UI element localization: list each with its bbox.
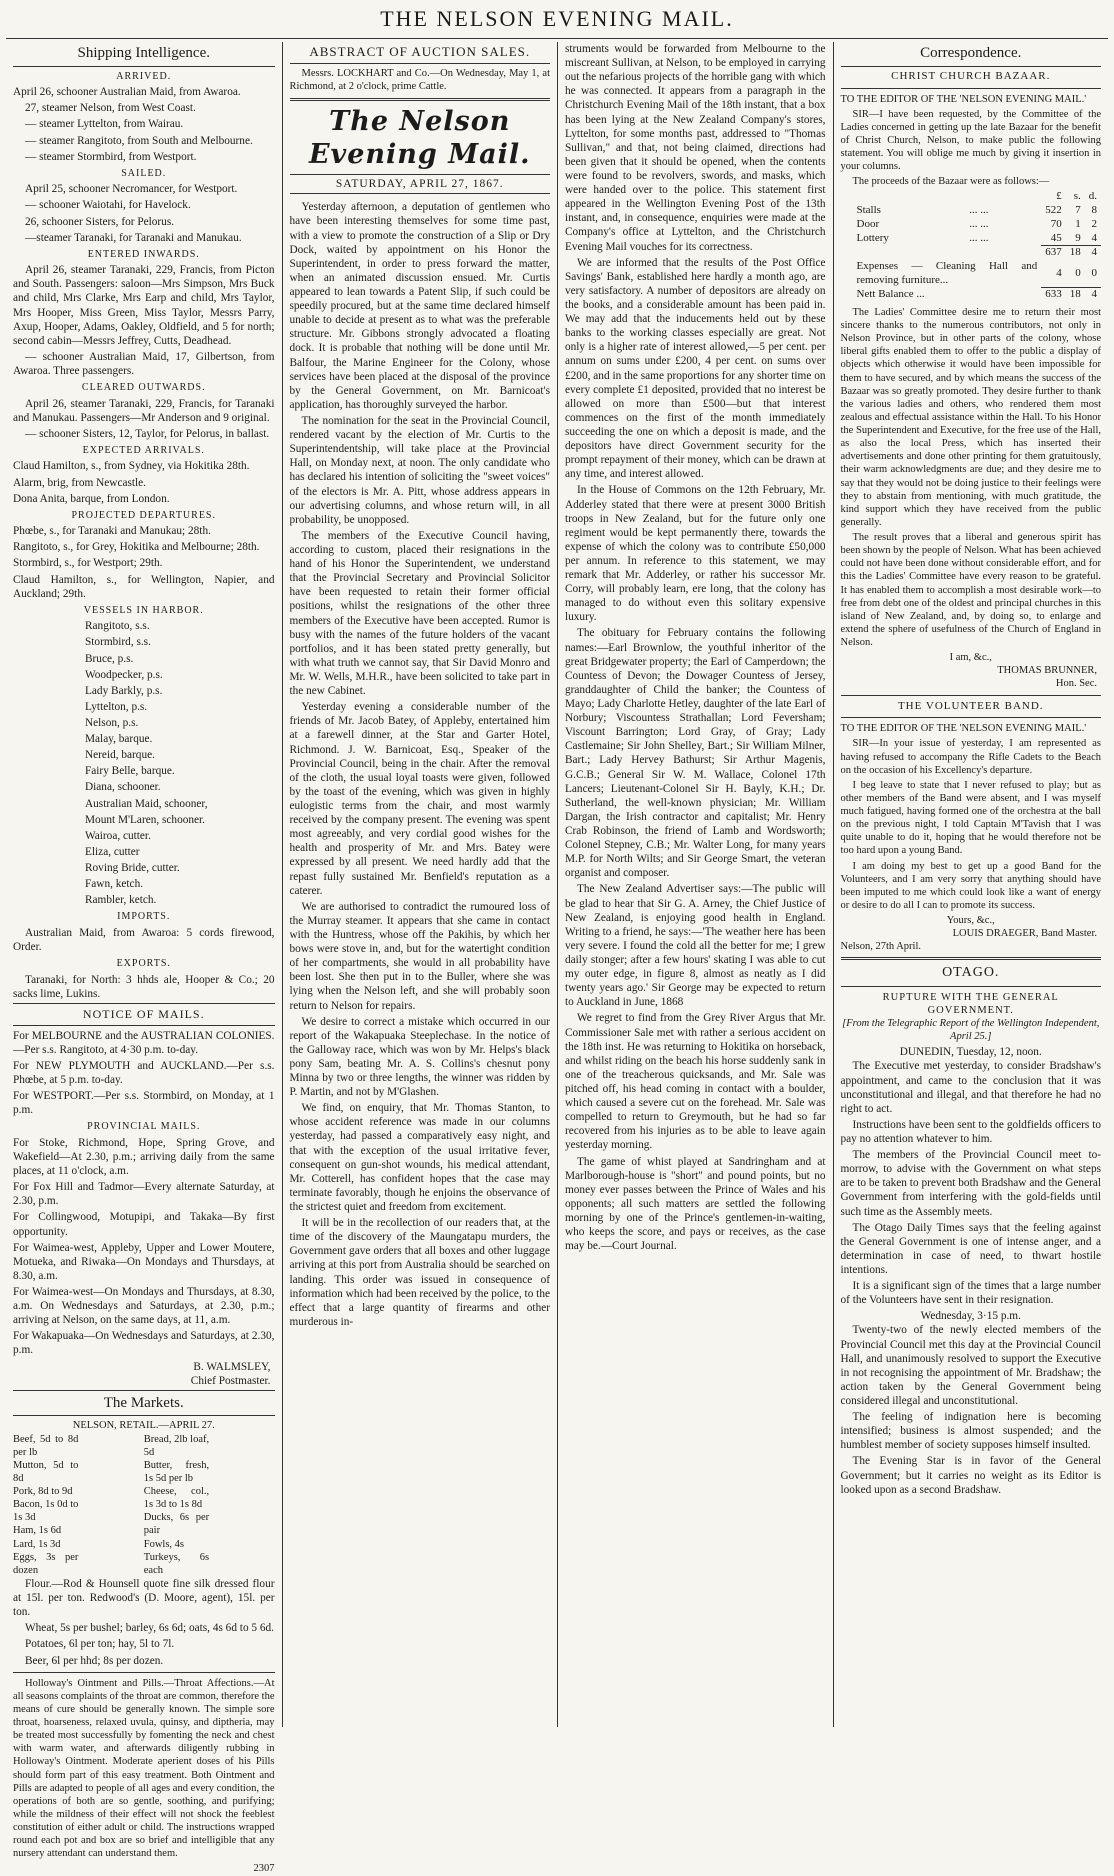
article-paragraph: struments would be forwarded from Melbourne to the miscreant Sullivan, at Nelson, to be employed in carrying out the nefarious projects of the horrible gang with which he was connected. It appears from a paragraph in the Christchurch Evening Mail of the 18th instant, that a box has been lying at the New Zealand Company's stores, Lyttelton, for some months past, addressed to "Thomas Sullivan," and that, not being claimed, directions had been given that it should be opened, when the contents were found to be revolvers, swords, and masks, which were handed over to the police. This statement first appeared in the Wellington Evening Post of the 13th instant, and, in consequence, enquiries were made at the Company's office at Lyttelton, and the Christchurch Evening Mail vouches for its correctness. <box>565 43 826 253</box>
markets-title: The Markets. <box>13 1390 275 1417</box>
letter-closing: Yours, &c., <box>946 915 995 926</box>
entered-item: — schooner Australian Maid, 17, Gilbertson, from Awaroa. Three passengers. <box>13 350 275 377</box>
band-heading: THE VOLUNTEER BAND. <box>897 699 1044 712</box>
price-item: Cheese, col., 1s 3d to 1s 8d <box>143 1486 210 1511</box>
mail-item: For NEW PLYMOUTH and AUCKLAND.—Per s.s. Phœbe, at 5 p.m. to-day. <box>13 1059 275 1087</box>
price-item: Bread, 2lb loaf, 5d <box>143 1433 210 1458</box>
sailed-item: April 25, schooner Necromancer, for Westport. <box>25 183 238 196</box>
market-note: Beer, 6l per hhd; 8s per dozen. <box>25 1654 164 1667</box>
letter-closing: I am, &c., <box>949 652 992 664</box>
advert-number: 2307 <box>253 1863 275 1875</box>
expected-item: Dona Anita, barque, from London. <box>13 492 170 505</box>
provincial-item: For Stoke, Richmond, Hope, Spring Grove, and Wakefield—At 2.30, p.m.; arriving daily from the same places, at 11 o'clock, a.m. <box>13 1136 275 1178</box>
bazaar-heading: CHRIST CHURCH BAZAAR. <box>891 69 1051 82</box>
column-2 <box>282 42 558 1727</box>
expected-heading: EXPECTED ARRIVALS. <box>82 444 205 456</box>
vessel-item: Nereid, barque. <box>85 749 155 762</box>
masthead: THE NELSON EVENING MAIL. <box>6 0 1108 39</box>
vessel-item: Woodpecker, p.s. <box>85 668 163 681</box>
mail-item: For MELBOURNE and the AUSTRALIAN COLONIES. —Per s.s. Rangitoto, at 4·30 p.m. to-day. <box>13 1029 275 1056</box>
projected-item: Phœbe, s., for Taranaki and Manukau; 28th. <box>13 525 211 538</box>
letter-paragraph: The Ladies' Committee desire me to return their most sincere thanks to the numerous contributors, not only in Nelson Province, but in other parts of the colony, whose liberal gifts enabled them to offer to the public a display of objects which otherwise it would have been impossible for them to have secured, and by which means the success of the Bazaar was so greatly promoted. They desire further to thank the various ladies and others, who rendered them most zealous and effectual assistance within the Hall. To his Honor the Superintendent and Executive, for the free use of the Hall, as also the local Press, which has inserted their advertisements and done other printing for them gratuitously, their warm acknowledgments are due; and they desire me to say that they would not be doing justice to their feelings were they to abstain from mentioning, with much gratitude, the kind support which they have received from the public generally. <box>840 306 1101 528</box>
price-item: Eggs, 3s per dozen <box>13 1551 79 1576</box>
provincial-item: For Collingwood, Motupipi, and Takaka—By first opportunity. <box>13 1211 275 1238</box>
provincial-item: For Waimea-west, Appleby, Upper and Lower Moutere, Motueka, and Riwaka—On Mondays and Thursdays, at 8.30, a.m. <box>13 1241 275 1282</box>
sailed-item: —steamer Taranaki, for Taranaki and Manukau. <box>25 231 242 244</box>
otago-paragraph: The members of the Provincial Council meet to-morrow, to advise with the Government on what steps are to be taken to prevent both Bradshaw and the General Government from interfering with the gold-fields until such time as the Assembly meets. <box>840 1149 1101 1218</box>
acct-row: Door ... ... 70 1 2 <box>856 217 1097 230</box>
vessel-item: Diana, schooner. <box>85 781 161 794</box>
arrived-item: — steamer Rangitoto, from South and Melbourne. <box>25 134 253 147</box>
projected-heading: PROJECTED DEPARTURES. <box>71 509 216 521</box>
letter-signature-title: Hon. Sec. <box>1055 678 1097 690</box>
otago-subtitle: RUPTURE WITH THE GENERAL GOVERNMENT. <box>882 991 1059 1016</box>
letter-signature: LOUIS DRAEGER, Band Master. <box>952 928 1097 940</box>
vessel-item: Eliza, cutter <box>85 845 140 858</box>
acct-header: £ <box>1056 190 1062 203</box>
otago-paragraph: The Evening Star is in favor of the General Government; but it carries no weight as its Editor is looked upon as a second Bradshaw. <box>840 1455 1101 1496</box>
expected-item: Claud Hamilton, s., from Sydney, via Hokitika 28th. <box>13 460 250 473</box>
article-paragraph: Yesterday evening a considerable number of the friends of Mr. Jacob Batey, of Appleby, entertained him at a farewell dinner, at the Star and Garter Hotel, Richmond. J. W. Barnicoat, Esq., Speaker of the Provincial Council, being in the chair. After the removal of the cloth, the usual loyal toasts were given, followed by the toast of the evening, which was given in highly eulogistic terms from the chair, and most warmly received by the company present. The evening was spent most agreeably, and very cordial good wishes for the health and prosperity of Mr. and Mrs. Batey were expressed by all present. We need hardly add that the repast fully sustained Mr. Benfield's reputation as a caterer. <box>289 701 550 897</box>
projected-item: Rangitoto, s., for Grey, Hokitika and Melbourne; 28th. <box>13 541 260 554</box>
cleared-heading: CLEARED OUTWARDS. <box>81 382 206 394</box>
letter-salutation: TO THE EDITOR OF THE 'NELSON EVENING MAIL.' <box>840 93 1087 105</box>
arrived-heading: ARRIVED. <box>116 70 172 82</box>
cleared-item: April 26, steamer Taranaki, 229, Francis, for Taranaki and Manukau. Passengers—Mr Anderson and 9 original. <box>13 397 275 424</box>
article-paragraph: We find, on enquiry, that Mr. Thomas Stanton, to whose accident reference was made in our columns yesterday, had passed a comparatively easy night, and that with the exception of the usual irritative fever, consequent on gun-shot wounds, his medical attendant, Mr. Cotterell, has confident hopes that the case may terminate favorably, though he enjoins the observance of the strictest quiet and freedom from excitement. <box>289 1102 550 1214</box>
market-note: Flour.—Rod & Hounsell quote fine silk dressed flour at 15l. per ton. Redwood's (D. Moore, agent), 15l. per ton. <box>13 1577 275 1619</box>
price-item: Bacon, 1s 0d to 1s 3d <box>13 1499 79 1524</box>
divider <box>841 986 1102 987</box>
sailed-item: 26, schooner Sisters, for Pelorus. <box>25 215 175 228</box>
column-3 <box>557 42 833 1727</box>
projected-item: Stormbird, s., for Westport; 29th. <box>13 557 163 570</box>
divider <box>841 695 1102 696</box>
vessel-item: Lady Barkly, p.s. <box>85 684 163 697</box>
vessel-item: Wairoa, cutter. <box>85 829 151 842</box>
imports-heading: IMPORTS. <box>117 911 171 923</box>
article-paragraph: We regret to find from the Grey River Argus that Mr. Commissioner Sale met with rather a serious accident on the 18th inst. He was returning to Hokitika on horseback, and whilst riding on the beach his horse suddenly sank in one of the treacherous quicksands, and Mr. Sale was pitched off, his head coming in contact with a boulder, which caused a severe cut on the forehead. Mr. Sale was compelled to return to Greymouth, but he had so far recovered from his injuries as to be able to leave again yesterday morning. <box>565 1012 826 1152</box>
otago-paragraph: The Otago Daily Times says that the feeling against the General Government is one of intense anger, and a determination in case of need, to thwart hostile intentions. <box>840 1221 1101 1277</box>
auction-title: ABSTRACT OF AUCTION SALES. <box>290 44 551 64</box>
divider <box>13 1672 275 1673</box>
price-item: Turkeys, 6s each <box>143 1551 210 1576</box>
price-item: Ducks, 6s per pair <box>143 1512 210 1537</box>
vessel-item: Stormbird, s.s. <box>85 636 151 649</box>
provincial-item: For Wakapuaka—On Wednesdays and Saturdays, at 2.30, p.m. <box>13 1330 275 1357</box>
vessel-item: Malay, barque. <box>85 733 153 746</box>
vessel-item: Australian Maid, schooner, <box>85 797 208 810</box>
provincial-heading: PROVINCIAL MAILS. <box>87 1121 201 1133</box>
projected-item: Claud Hamilton, s., for Wellington, Napier, and Auckland; 29th. <box>13 573 275 600</box>
holloway-advert: Holloway's Ointment and Pills.—Throat Affections.—At all seasons complaints of the throat are common, therefore the means of cure should be generally known. The simple sore throat, hoarseness, relaxed uvula, quinsy, and diptheria, may be treated most successfully by fomenting the neck and chest with warm water, and afterwards diligently rubbing in Holloway's Ointment. Moderate aperient doses of his Pills should form part of this easy treatment. Both Ointment and Pills are adapted to people of all ages and every condition, the operations of both are so gentle, soothing, and purifying; while the mildness of their effect will not shock the feeblest constitution of either adult or child. The instructions wrapped round each pot and box are so brief and intelligible that any nursery attendant can understand them. <box>13 1677 275 1860</box>
sailed-heading: SAILED. <box>121 167 167 179</box>
correspondence-title: Correspondence. <box>841 44 1102 67</box>
letter-paragraph: The result proves that a liberal and generous spirit has been shown by the people of Nelson. What has been achieved could not have been done without considerable effort, and for this the Ladies' Committee have every reason to be grateful. It has enabled them to accomplish a most desirable work—to free from debt one of the oldest and principal churches in this island of New Zealand, and, by doing so, to enlarge and extend the sphere of usefulness of the Church of England in Nelson. <box>840 532 1101 648</box>
expected-item: Alarm, brig, from Newcastle. <box>13 476 147 489</box>
letter-paragraph: The proceeds of the Bazaar were as follows:— <box>852 176 1050 188</box>
issue-date: SATURDAY, APRIL 27, 1867. <box>290 174 551 194</box>
price-item: Mutton, 5d to 8d <box>13 1459 79 1484</box>
letter-paragraph: I am doing my best to get up a good Band for the Volunteers, and I am very sorry that anything should have been imputed to me which could look like a want of energy or desire to do all I can to promote its success. <box>840 860 1101 911</box>
vessel-item: Rambler, ketch. <box>85 894 157 907</box>
column-4 <box>833 42 1109 1727</box>
article-paragraph: The members of the Executive Council having, according to custom, placed their resignations in the hand of his Honor the Superintendent, we understand that the Provincial Secretary and Provincial Solicitor have been requested to retain their former official positions, whilst the resignations of the other three members of the Executive have been accepted. Rumor is busy with the names of the future holders of the vacant portfolios, and it has been stated pretty generally, but with what truth we cannot say, that Sir David Monro and Mr. W. Wells, M.H.R., have been solicited to take part in the new Cabinet. <box>289 529 550 698</box>
divider <box>841 957 1102 960</box>
acct-row: Stalls ... ... 522 7 8 <box>856 204 1097 217</box>
mails-title: NOTICE OF MAILS. <box>13 1003 275 1026</box>
otago-paragraph: It is a significant sign of the times that a large number of the Volunteers have sent in their resignation. <box>840 1280 1101 1307</box>
otago-dateline: Wednesday, 3·15 p.m. <box>920 1310 1021 1323</box>
columns <box>6 42 1108 1875</box>
bazaar-accounts <box>853 190 1102 302</box>
article-paragraph: We are authorised to contradict the rumoured loss of the Murray steamer. It appears that she came in contact with the Huntress, whose off the Pakihis, by which her bows were stove in, and, but for the watertight condition of her compartments, she would in all probability have been lost. She then put in to the Buller, where she was lying when the Nelson left, and she will probably soon return to Nelson for repairs. <box>289 900 550 1012</box>
otago-source: [From the Telegraphic Report of the Wellington Independent, April 25.] <box>842 1018 1100 1043</box>
mails-signature: B. WALMSLEY, <box>193 1360 271 1373</box>
acct-nett: Nett Balance ... 633 18 4 <box>853 288 1102 302</box>
arrived-item: — steamer Lyttelton, from Wairau. <box>25 118 184 131</box>
arrived-item: April 26, schooner Australian Maid, from Awaroa. <box>13 86 241 99</box>
mails-signature-title: Chief Postmaster. <box>190 1374 271 1387</box>
otago-paragraph: The feeling of indignation here is becoming intensified; business is almost suspended; and the humblest member of society supposes himself insulted. <box>840 1411 1101 1452</box>
exports-text: Taranaki, for North: 3 hhds ale, Hooper & Co.; 20 sacks lime, Lukins. <box>13 973 275 1000</box>
market-note: Potatoes, 6l per ton; hay, 5l to 7l. <box>25 1638 175 1651</box>
cleared-item: — schooner Sisters, 12, Taylor, for Pelorus, in ballast. <box>25 427 270 440</box>
letter-date: Nelson, 27th April. <box>840 941 921 953</box>
market-note: Wheat, 5s per bushel; barley, 6s 6d; oats, 4s 6d to 5 6d. <box>25 1622 275 1635</box>
shipping-title: Shipping Intelligence. <box>13 44 275 67</box>
price-item: Pork, 8d to 9d <box>13 1486 73 1498</box>
article-paragraph: It will be in the recollection of our readers that, at the time of the discovery of the Maungatapu murders, the Government gave orders that all boxes and other luggage arriving at this port from Australia should be searched on landing. This order was issued in consequence of information which had been received by the police, to the effect that a large quantity of firearms and other murderous in- <box>289 1217 550 1328</box>
price-item: Lard, 1s 3d <box>13 1538 61 1550</box>
acct-total: 637 18 4 <box>853 246 1102 260</box>
price-item: Fowls, 4s <box>143 1538 185 1550</box>
vessel-item: Rangitoto, s.s. <box>85 620 150 633</box>
vessel-item: Fawn, ketch. <box>85 878 144 891</box>
article-paragraph: The obituary for February contains the following names:—Earl Brownlow, the youthful inheritor of the great Bridgewater property; the Earl of Camperdown; the Countess of Devon; the Dowager Countess of Jersey, granddaughter of Child the banker; the Countess of Mayo; Lady Charlotte Hetley, daughter of the late Earl of Norbury; Viscountess Strathallan; Lord Feversham; Viscount Barrington; Lord Gray, of Gray; Lady Castlemaine; Sir John Shelley, Bart.; Sir William Milner, Bart.; Lady Hervey Bathurst; Sir Arthur Magenis, G.C.B.; General Sir W. M. Wallace, Colonel 17th Lancers; Lieutenant-Colonel Sir H. Bayly, K.H.; Dr. Sutherland, the well-known physician; Mr. William Dargan, the Irish contractor and capitalist; Mr. Henry Crab Robinson, the friend of Lamb and Wordsworth; Colonel Stepney, C.B.; Mr. Walter Long, for many years M.P. for North Wilts; and Sir George Smart, the veteran organist and composer. <box>565 627 826 880</box>
letter-paragraph: SIR—In your issue of yesterday, I am represented as having refused to accompany the Rifle Cadets to the Beach on the occasion of his Excellency's departure. <box>840 738 1101 776</box>
price-item: Beef, 5d to 8d per lb <box>13 1433 79 1458</box>
letter-paragraph: SIR—I have been requested, by the Committee of the Ladies concerned in getting up the late Bazaar for the benefit of Christ Church, Nelson, to make public the following statement. You will oblige me much by giving it insertion in your columns. <box>840 108 1101 173</box>
article-paragraph: The New Zealand Advertiser says:—The public will be glad to hear that Sir G. A. Arney, the Chief Justice of New Zealand, is enjoying good health in England. Writing to a friend, he says:—'The weather here has been very severe. I found the cold all the better for me; I grew daily stonger; after a few hours' skating I was able to cut my outer edge, in figure 8, almost as neatly as I did twenty years ago.' Sir George may be expected to return to Auckland in June, 1868 <box>565 883 826 1009</box>
column-1 <box>6 42 282 1875</box>
article-paragraph: Yesterday afternoon, a deputation of gentlemen who have been interesting themselves for some time past, with a view to promote the construction of a Slip or Dry Dock, waited by appointment on his Honor the Superintendent, in order to press forward the matter, when an animated discussion ensued. Mr. Curtis appeared to lean towards a Patent Slip, if such could be speedily procured, but at the same time declared himself unable to decide at present as to what was the preferable structure. Mr. Gibbons strongly advocated a floating dock. It is probable that nothing will be done until Mr. Balfour, the Marine Engineer for the Colony, whose services have been placed at the disposal of the province by the General Government, on Mr. Barnicoat's application, has thoroughly surveyed the harbor. <box>289 201 550 411</box>
otago-title: OTAGO. <box>942 965 1000 981</box>
divider <box>841 717 1102 718</box>
otago-paragraph: The Executive met yesterday, to consider Bradshaw's appointment, and came to the conclusion that it was unconstitutional and illegal, and that therefore he had no right to act. <box>840 1060 1101 1115</box>
vessel-item: Roving Bride, cutter. <box>85 861 180 874</box>
arrived-item: — steamer Stormbird, from Westport. <box>25 150 197 163</box>
otago-paragraph: Instructions have been sent to the goldfields officers to pay no attention whatever to him. <box>840 1118 1101 1146</box>
acct-header: d. <box>1088 190 1097 203</box>
divider <box>290 98 551 101</box>
provincial-item: For Waimea-west—On Mondays and Thursdays, at 8.30, a.m. On Wednesdays and Saturdays, at 2.30, p.m.; arriving at Nelson, on the same days, at 11, a.m. <box>13 1285 275 1327</box>
article-paragraph: We desire to correct a mistake which occurred in our report of the Wakapuaka Steeplechase. In the notice of the Galloway race, which was won by Mr. Helps's black pony Sam, beating Mr. A. S. Collins's chesnut pony Minna by two or three lengths, the winner was ridden by P. Martin, and not by M'Glashen. <box>289 1015 550 1099</box>
acct-header: s. <box>1073 190 1081 203</box>
exports-heading: EXPORTS. <box>116 958 171 969</box>
article-paragraph: In the House of Commons on the 12th February, Mr. Adderley stated that there were at present 3000 British troops in New Zealand, but for the future only one regiment would be kept permanently there, towards the expense of which the colony was to contribute £50,000 per annum. In reference to this statement, we may remark that Mr. Adderley, or rather his successor Mr. Corry, will probably learn, ere long, that the colony has managed to do without even this solitary expensive luxury. <box>565 484 826 624</box>
price-item: Ham, 1s 6d <box>13 1525 62 1537</box>
sailed-item: — schooner Waiotahi, for Havelock. <box>25 199 191 212</box>
markets-right <box>144 1433 275 1577</box>
paper-title: The Nelson Evening Mail. <box>308 105 531 171</box>
markets-left <box>13 1433 144 1577</box>
entered-heading: ENTERED INWARDS. <box>87 248 200 260</box>
arrived-item: 27, steamer Nelson, from West Coast. <box>25 102 196 115</box>
vessel-item: Fairy Belle, barque. <box>85 765 175 778</box>
letter-salutation: TO THE EDITOR OF THE 'NELSON EVENING MAIL.' <box>840 723 1087 735</box>
price-item: Butter, fresh, 1s 5d per lb <box>143 1459 210 1484</box>
article-paragraph: The nomination for the seat in the Provincial Council, rendered vacant by the election of Mr. Curtis to the Superintendentship, will take place at the Provincial Hall, on Monday next, at noon. The only candidate who has declared his intention of soliciting the "sweet voices" of the electors is Mr. A. Pitt, whose address appears in our advertising columns, and whose return will, in all probability, be unopposed. <box>289 415 550 526</box>
otago-dateline: DUNEDIN, Tuesday, 12, noon. <box>899 1046 1042 1059</box>
imports-text: Australian Maid, from Awaroa: 5 cords firewood, Order. <box>13 926 275 953</box>
provincial-item: For Fox Hill and Tadmor—Every alternate Saturday, at 2.30, p.m. <box>13 1181 275 1208</box>
acct-row: Lottery ... ... 45 9 4 <box>856 231 1097 244</box>
vessel-item: Lyttelton, p.s. <box>85 700 148 713</box>
vessel-item: Mount M'Laren, schooner. <box>85 813 206 826</box>
article-paragraph: The game of whist played at Sandringham and at Marlborough-house is "short" and pound points, but no money ever passes between the Prince of Wales and his opponents; all such matters are settled the following morning by one of the Prince's gentlemen-in-waiting, who keeps the score, and pays or receives, as the case may be.—Court Journal. <box>565 1155 826 1253</box>
article-paragraph: We are informed that the results of the Post Office Savings' Bank, established here hardly a month ago, are very satisfactory. A number of depositors are already on the books, and a considerable amount has been paid in. We may add that the inducements held out by these banks to the working classes especially are great. Not only is a higher rate of interest allowed,—5 per cent. per annum on sums under £200, 4 per cent. on sums over £200, and in the same proportions for any shorter time on every complete £1 deposited, provided that no interest be allowed on more than £500—but that interest commences on the first of the month immediately succeeding the one on which a deposit is made, and the depositors have direct Government security for the prompt repayment of their money, which can be drawn at any time, and interest allowed. <box>565 256 826 481</box>
markets-heading: NELSON, RETAIL.—APRIL 27. <box>72 1420 215 1432</box>
otago-paragraph: Twenty-two of the newly elected members of the Provincial Council met this day at the Provincial Council Hall, and unanimously resolved to support the Executive in not recognising the appointment of Mr. Bradshaw; the action taken by the General Government being considered illegal and unconstitutional. <box>840 1324 1101 1407</box>
harbor-heading: VESSELS IN HARBOR. <box>83 604 204 616</box>
vessel-item: Nelson, p.s. <box>85 716 139 729</box>
entered-item: April 26, steamer Taranaki, 229, Francis, from Picton and South. Passengers: saloon—Mrs Simpson, Mrs Buck and child, Mrs Clarke, Mrs Earp and child, Mrs Taylor, Mrs Hooper, Miss Green, Miss Taylor, Messrs Parry, Axup, Hooper, Adams, Oakley, Oldfield, and 5 for north; second cabin—Messrs Jeffrey, Cutts, Deadhead. <box>13 264 275 347</box>
vessel-item: Bruce, p.s. <box>85 652 134 665</box>
markets-prices <box>13 1433 275 1577</box>
mail-item: For WESTPORT.—Per s.s. Stormbird, on Monday, at 1 p.m. <box>13 1090 275 1117</box>
letter-signature: THOMAS BRUNNER, <box>997 665 1097 677</box>
acct-expenses: Expenses — Cleaning Hall and removing furniture... 4 0 0 <box>856 260 1097 286</box>
auction-text: Messrs. LOCKHART and Co.—On Wednesday, May 1, at Richmond, at 2 o'clock, prime Cattle. <box>289 68 550 93</box>
divider <box>841 88 1102 89</box>
letter-paragraph: I beg leave to state that I never refused to play; but as other members of the Band were absent, and I was myself much fatigued, having formed one of the orchestra at the ball on the previous night, I told Captain M'Tavish that I was quite unable to do it, hoping that he would therefore not be too hard upon a young Band. <box>840 779 1101 857</box>
